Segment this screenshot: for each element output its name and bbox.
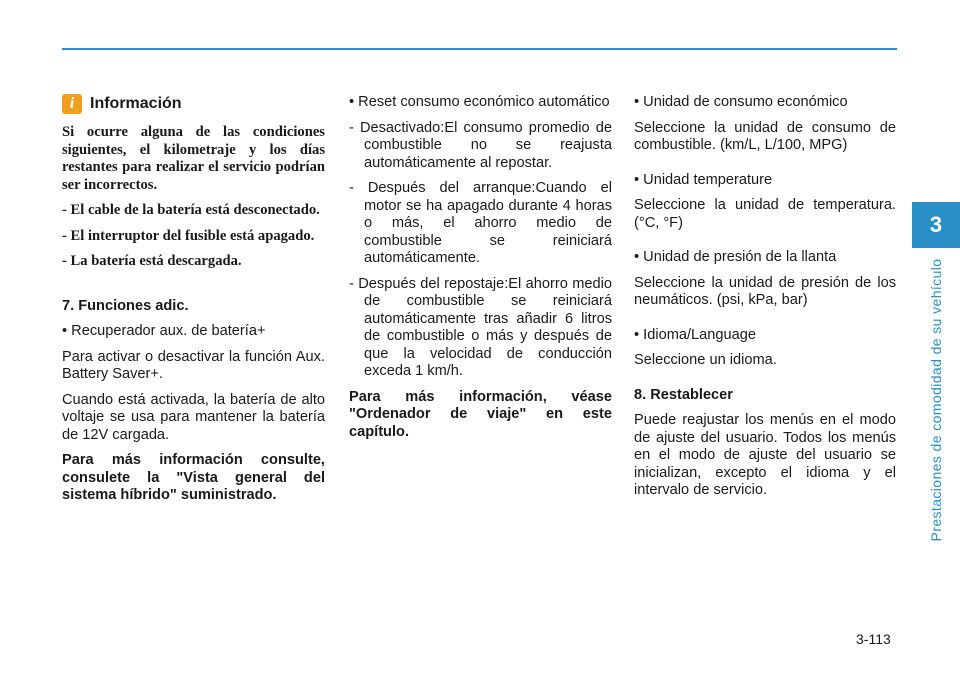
list-item: - Después del arranque:Cuando el motor se ha apagado durante 4 horas o más, el ahorro medio de combustible se reiniciará automáticamente.: [349, 180, 612, 266]
paragraph: Puede reajustar los menús en el modo de ajuste del usuario. Todos los menús en el modo de ajuste del usuario se inicializan, excepto el idioma y el intervalo de servicio.: [634, 412, 896, 498]
top-rule: [62, 48, 897, 50]
chapter-side-title: Prestaciones de comodidad de su vehículo: [928, 258, 944, 542]
info-item: - El interruptor del fusible está apagado.: [62, 227, 315, 244]
bullet-idioma: • Idioma/Language: [634, 326, 756, 343]
page-number: 3-113: [856, 631, 891, 647]
paragraph: Seleccione la unidad de temperatura. (°C, °F): [634, 197, 896, 231]
bullet-recuperador: • Recuperador aux. de batería+: [62, 323, 266, 339]
info-header: [62, 94, 325, 114]
list-item: - Desactivado:El consumo promedio de combustible no se reajusta automáticamente al repostar.: [349, 119, 612, 171]
paragraph: Seleccione la unidad de consumo de combustible. (km/L, L/100, MPG): [634, 119, 896, 153]
chapter-tab: 3: [912, 202, 960, 248]
info-item: - El cable de la batería está desconectado.: [62, 202, 320, 218]
info-title: Información: [90, 95, 182, 113]
column-middle: [349, 94, 612, 441]
info-icon: i: [62, 94, 82, 114]
section-title-funciones: 7. Funciones adic.: [62, 297, 189, 314]
bullet-reset: • Reset consumo económico automático: [349, 94, 610, 110]
list-item: - Después del repostaje:El ahorro medio de combustible se reiniciará automáticamente tras añadir 6 litros de combustible o más y después de que la velocidad de conducción exceda 1 km/h.: [349, 275, 612, 379]
note-paragraph: Para más información, véase "Ordenador de viaje" en este capítulo.: [349, 388, 612, 440]
paragraph: Para activar o desactivar la función Aux. Battery Saver+.: [62, 348, 325, 382]
column-left: [62, 94, 325, 505]
section-title-restablecer: 8. Restablecer: [634, 386, 733, 403]
bullet-temperatura: • Unidad temperature: [634, 171, 773, 188]
info-text: Si ocurre alguna de las condiciones siguientes, el kilometraje y los días restantes para realizar el servicio podrían ser incorrectos.: [62, 124, 325, 193]
column-right: [634, 94, 896, 500]
paragraph: Cuando está activada, la batería de alto voltaje se usa para mantener la batería de 12V cargada.: [62, 391, 325, 443]
note-paragraph: Para más información consulte, consulete la "Vista general del sistema híbrido" suministrado.: [62, 452, 325, 503]
paragraph: Seleccione un idioma.: [634, 352, 777, 368]
bullet-consumo: • Unidad de consumo económico: [634, 94, 848, 110]
info-item: - La batería está descargada.: [62, 253, 242, 269]
bullet-presion: • Unidad de presión de la llanta: [634, 249, 837, 265]
paragraph: Seleccione la unidad de presión de los neumáticos. (psi, kPa, bar): [634, 274, 896, 308]
